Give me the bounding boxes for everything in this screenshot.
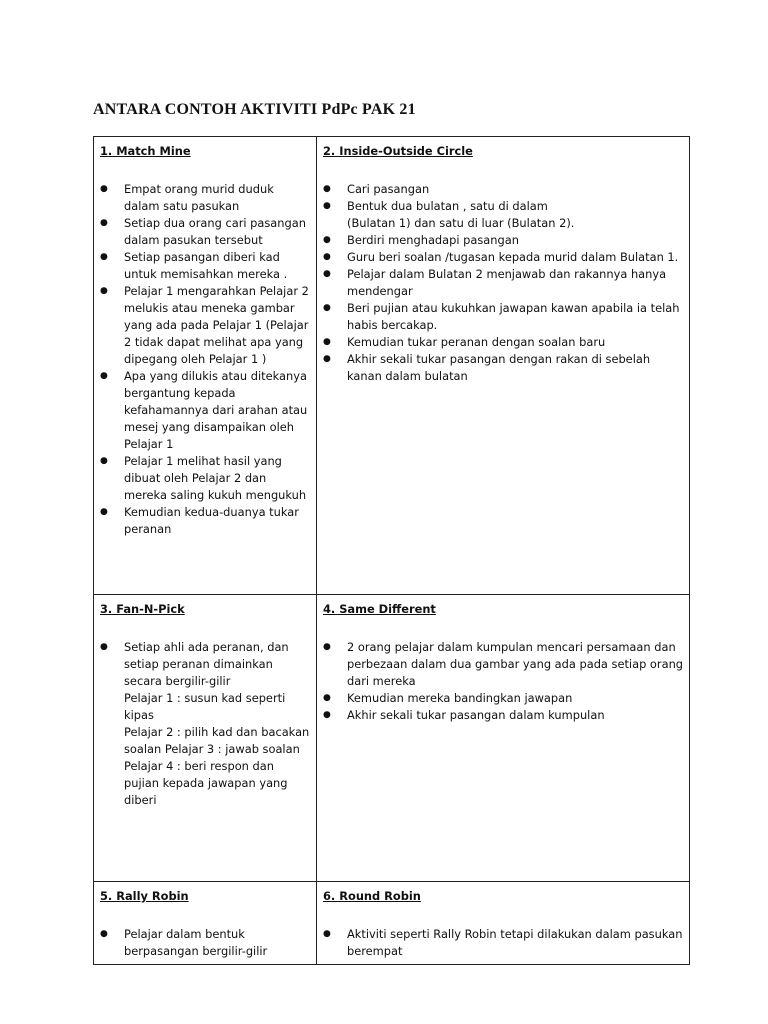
list-item-text: Guru beri soalan /tugasan kepada murid dalam Bulatan 1. <box>347 250 679 264</box>
bullet-icon: ● <box>323 929 331 939</box>
activity-bullet-list <box>100 181 310 538</box>
bullet-icon: ● <box>323 184 331 194</box>
list-item <box>323 181 683 198</box>
activity-table <box>93 136 690 965</box>
list-item-text: Kemudian tukar peranan dengan soalan baru <box>347 335 606 349</box>
list-item-text: Beri pujian atau kukuhkan jawapan kawan apabila ia telah habis bercakap. <box>347 301 680 332</box>
list-item <box>323 266 683 300</box>
list-item <box>100 504 310 538</box>
list-item-text: Empat orang murid duduk dalam satu pasukan <box>124 182 274 213</box>
activity-bullet-list <box>323 181 683 385</box>
list-item-text: Berdiri menghadapi pasangan <box>347 233 519 247</box>
activity-cell <box>94 137 317 595</box>
list-item <box>323 351 683 385</box>
bullet-icon: ● <box>323 354 331 364</box>
list-item <box>100 181 310 215</box>
bullet-icon: ● <box>323 201 331 211</box>
activity-cell <box>94 595 317 882</box>
activity-cell <box>317 882 690 965</box>
list-item <box>323 690 683 707</box>
list-item <box>100 215 310 249</box>
bullet-icon: ● <box>100 929 108 939</box>
bullet-icon: ● <box>100 184 108 194</box>
list-item <box>323 707 683 724</box>
list-item-text: Setiap dua orang cari pasangan dalam pasukan tersebut <box>124 216 306 247</box>
activity-heading: 4. Same Different <box>323 602 436 616</box>
table-row <box>94 595 690 882</box>
activity-heading: 1. Match Mine <box>100 144 191 158</box>
list-item <box>323 300 683 334</box>
list-item-text: Kemudian kedua-duanya tukar peranan <box>124 505 299 536</box>
bullet-icon: ● <box>323 235 331 245</box>
list-item <box>323 232 683 249</box>
list-item-text: Pelajar 1 melihat hasil yang dibuat oleh Pelajar 2 dan mereka saling kukuh mengukuh <box>124 454 307 502</box>
list-item-text: Aktiviti seperti Rally Robin tetapi dilakukan dalam pasukan berempat <box>347 927 683 958</box>
list-item-text: Pelajar dalam bentuk berpasangan bergilir-gilir <box>124 927 268 958</box>
list-item <box>100 453 310 504</box>
bullet-icon: ● <box>323 710 331 720</box>
bullet-icon: ● <box>100 456 108 466</box>
list-item <box>323 926 683 960</box>
list-item <box>100 249 310 283</box>
activity-bullet-list <box>100 926 310 960</box>
bullet-icon: ● <box>100 371 108 381</box>
activity-bullet-list <box>100 639 310 809</box>
bullet-icon: ● <box>323 337 331 347</box>
list-item-text: 2 orang pelajar dalam kumpulan mencari persamaan dan perbezaan dalam dua gambar yang ada pada setiap orang dari mereka <box>347 640 684 688</box>
activity-heading: 5. Rally Robin <box>100 889 189 903</box>
list-item-text: Akhir sekali tukar pasangan dengan rakan di sebelah kanan dalam bulatan <box>347 352 651 383</box>
bullet-icon: ● <box>323 642 331 652</box>
list-item <box>100 639 310 809</box>
list-item-text: Akhir sekali tukar pasangan dalam kumpulan <box>347 708 605 722</box>
activity-heading: 3. Fan-N-Pick <box>100 602 185 616</box>
bullet-icon: ● <box>100 218 108 228</box>
list-item-text: Apa yang dilukis atau ditekanya bergantung kepada kefahamannya dari arahan atau mesej yang disampaikan oleh Pelajar 1 <box>124 369 308 451</box>
bullet-icon: ● <box>323 693 331 703</box>
list-item-text: Pelajar 1 mengarahkan Pelajar 2 melukis atau meneka gambar yang ada pada Pelajar 1 (Pelajar 2 tidak dapat melihat apa yang dipegang oleh Pelajar 1 ) <box>124 284 309 366</box>
activity-cell <box>317 137 690 595</box>
list-item <box>100 926 310 960</box>
list-item-text: Setiap ahli ada peranan, dan setiap peranan dimainkan secara bergilir-gilir Pelajar 1 : susun kad seperti kipas Pelajar 2 : pilih kad dan bacakan soalan Pelajar 3 : jawab soalan Pelajar 4 : beri respon dan pujian kepada jawapan yang diberi <box>124 640 310 807</box>
list-item-text: Setiap pasangan diberi kad untuk memisahkan mereka . <box>124 250 288 281</box>
table-row <box>94 882 690 965</box>
bullet-icon: ● <box>100 286 108 296</box>
bullet-icon: ● <box>100 252 108 262</box>
list-item <box>323 639 683 690</box>
bullet-icon: ● <box>100 642 108 652</box>
list-item-text: Kemudian mereka bandingkan jawapan <box>347 691 573 705</box>
list-item-text: Cari pasangan <box>347 182 430 196</box>
table-row <box>94 137 690 595</box>
list-item <box>100 283 310 368</box>
activity-cell <box>317 595 690 882</box>
activity-heading: 2. Inside-Outside Circle <box>323 144 473 158</box>
activity-bullet-list <box>323 926 683 960</box>
list-item-text: Pelajar dalam Bulatan 2 menjawab dan rakannya hanya mendengar <box>347 267 667 298</box>
bullet-icon: ● <box>100 507 108 517</box>
bullet-icon: ● <box>323 252 331 262</box>
activity-heading: 6. Round Robin <box>323 889 421 903</box>
list-item-text: Bentuk dua bulatan , satu di dalam (Bulatan 1) dan satu di luar (Bulatan 2). <box>347 199 575 230</box>
bullet-icon: ● <box>323 269 331 279</box>
list-item <box>100 368 310 453</box>
list-item <box>323 198 683 232</box>
activity-cell <box>94 882 317 965</box>
activity-bullet-list <box>323 639 683 724</box>
document-title: ANTARA CONTOH AKTIVITI PdPc PAK 21 <box>93 101 416 118</box>
bullet-icon: ● <box>323 303 331 313</box>
list-item <box>323 334 683 351</box>
list-item <box>323 249 683 266</box>
